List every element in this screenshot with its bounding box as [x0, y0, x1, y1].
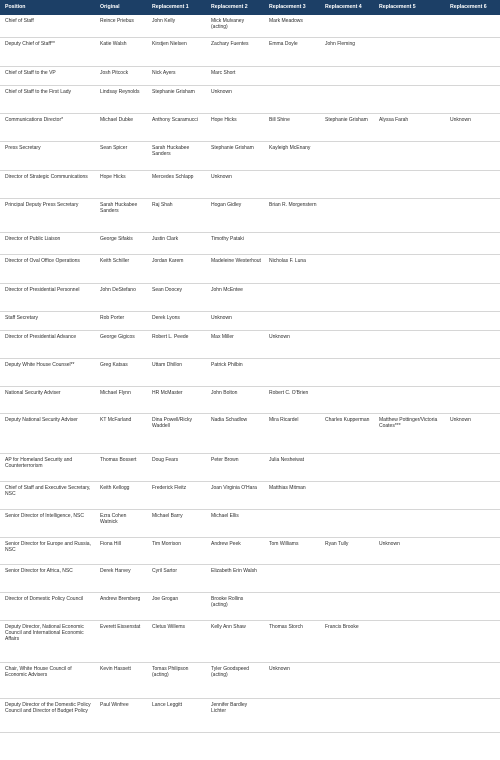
name-cell: Lance Leggitt	[147, 698, 206, 732]
name-cell: Hope Hicks	[95, 170, 147, 198]
name-cell: Matthias Mitman	[264, 481, 320, 509]
name-cell: John DeStefano	[95, 283, 147, 311]
position-cell: Senior Director for Europe and Russia, NSC	[0, 537, 95, 564]
name-cell: Tomas Philipson (acting)	[147, 662, 206, 698]
name-cell	[320, 481, 374, 509]
table-row	[0, 85, 500, 113]
table-row	[0, 698, 500, 732]
name-cell: Stephanie Grisham	[320, 113, 374, 141]
table-row	[0, 481, 500, 509]
name-cell	[445, 198, 500, 232]
name-cell	[264, 358, 320, 386]
name-cell: John Kelly	[147, 15, 206, 37]
name-cell: Michael Flynn	[95, 386, 147, 413]
name-cell: Nadia Schadlow	[206, 413, 264, 453]
name-cell: Reince Priebus	[95, 15, 147, 37]
name-cell	[374, 66, 445, 85]
name-cell: Thomas Bossert	[95, 453, 147, 481]
name-cell	[320, 141, 374, 170]
position-cell: Director of Strategic Communications	[0, 170, 95, 198]
column-header: Replacement 4	[320, 0, 374, 15]
name-cell	[445, 15, 500, 37]
name-cell	[445, 453, 500, 481]
name-cell	[320, 198, 374, 232]
name-cell	[445, 509, 500, 537]
name-cell	[374, 386, 445, 413]
name-cell	[374, 141, 445, 170]
name-cell	[320, 254, 374, 283]
name-cell: Unknown	[445, 413, 500, 453]
name-cell: Emma Doyle	[264, 37, 320, 66]
name-cell	[264, 170, 320, 198]
table-row	[0, 254, 500, 283]
name-cell: Hope Hicks	[206, 113, 264, 141]
position-cell: Deputy Director, National Economic Council and International Economic Affairs	[0, 620, 95, 662]
name-cell: Brian R. Morgenstern	[264, 198, 320, 232]
name-cell: Madeleine Westerhout	[206, 254, 264, 283]
name-cell: Derek Harvey	[95, 564, 147, 592]
name-cell: Robert L. Peede	[147, 330, 206, 358]
name-cell	[445, 141, 500, 170]
name-cell	[320, 66, 374, 85]
name-cell: Keith Schiller	[95, 254, 147, 283]
name-cell: Unknown	[264, 330, 320, 358]
position-cell: Chief of Staff to the First Lady	[0, 85, 95, 113]
name-cell	[445, 283, 500, 311]
position-cell: Chief of Staff	[0, 15, 95, 37]
table-row	[0, 37, 500, 66]
name-cell: Jordan Karem	[147, 254, 206, 283]
name-cell: Doug Fears	[147, 453, 206, 481]
position-cell: Deputy White House Counsel**	[0, 358, 95, 386]
position-cell: Director of Oval Office Operations	[0, 254, 95, 283]
name-cell: HR McMaster	[147, 386, 206, 413]
name-cell: Ezra Cohen Watnick	[95, 509, 147, 537]
name-cell	[320, 592, 374, 620]
position-cell: Chief of Staff and Executive Secretary, NSC	[0, 481, 95, 509]
name-cell: Sarah Huckabee Sanders	[95, 198, 147, 232]
name-cell: Paul Winfree	[95, 698, 147, 732]
name-cell	[374, 453, 445, 481]
name-cell	[445, 37, 500, 66]
name-cell	[320, 330, 374, 358]
name-cell	[445, 232, 500, 254]
name-cell	[320, 386, 374, 413]
name-cell: George Gigicos	[95, 330, 147, 358]
position-cell: Chair, White House Council of Economic Advisers	[0, 662, 95, 698]
position-cell: Director of Domestic Policy Council	[0, 592, 95, 620]
name-cell	[445, 620, 500, 662]
name-cell: Kevin Hassett	[95, 662, 147, 698]
name-cell	[374, 85, 445, 113]
name-cell: Lindsay Reynolds	[95, 85, 147, 113]
name-cell	[374, 198, 445, 232]
position-cell: Deputy Director of the Domestic Policy Council and Director of Budget Policy	[0, 698, 95, 732]
name-cell: Marc Short	[206, 66, 264, 85]
name-cell	[264, 509, 320, 537]
name-cell: Uttam Dhillon	[147, 358, 206, 386]
name-cell	[374, 254, 445, 283]
name-cell	[264, 85, 320, 113]
table-row	[0, 564, 500, 592]
name-cell: Greg Katsas	[95, 358, 147, 386]
column-header: Replacement 2	[206, 0, 264, 15]
name-cell: Joan Virginia O'Hara	[206, 481, 264, 509]
table-row	[0, 198, 500, 232]
name-cell	[320, 311, 374, 330]
table-row	[0, 170, 500, 198]
table-row	[0, 592, 500, 620]
name-cell: Keith Kellogg	[95, 481, 147, 509]
name-cell	[445, 170, 500, 198]
name-cell: Julia Nesheiwat	[264, 453, 320, 481]
name-cell: Mark Meadows	[264, 15, 320, 37]
header-row	[0, 0, 500, 15]
table-row	[0, 453, 500, 481]
column-header: Original	[95, 0, 147, 15]
name-cell: Mercedes Schlapp	[147, 170, 206, 198]
name-cell	[320, 283, 374, 311]
name-cell	[374, 358, 445, 386]
name-cell: Andrew Peek	[206, 537, 264, 564]
name-cell	[264, 232, 320, 254]
position-cell: National Security Adviser	[0, 386, 95, 413]
name-cell: Josh Pitcock	[95, 66, 147, 85]
name-cell: Kayleigh McEnany	[264, 141, 320, 170]
table-header	[0, 0, 500, 15]
name-cell: Rob Porter	[95, 311, 147, 330]
name-cell	[445, 481, 500, 509]
name-cell	[320, 662, 374, 698]
position-cell: Principal Deputy Press Secretary	[0, 198, 95, 232]
table-row	[0, 232, 500, 254]
table-row	[0, 662, 500, 698]
name-cell: Sean Spicer	[95, 141, 147, 170]
name-cell: Michael Barry	[147, 509, 206, 537]
name-cell: Alyssa Farah	[374, 113, 445, 141]
name-cell: Jennifer Bardley Lichter	[206, 698, 264, 732]
name-cell	[264, 66, 320, 85]
name-cell: Mick Mulvaney (acting)	[206, 15, 264, 37]
position-cell: Director of Public Liaison	[0, 232, 95, 254]
column-header: Replacement 3	[264, 0, 320, 15]
name-cell: Tim Morrison	[147, 537, 206, 564]
name-cell: KT McFarland	[95, 413, 147, 453]
name-cell: Andrew Bremberg	[95, 592, 147, 620]
name-cell: Everett Eissenstat	[95, 620, 147, 662]
table-row	[0, 413, 500, 453]
name-cell	[445, 85, 500, 113]
name-cell	[445, 254, 500, 283]
table-row	[0, 509, 500, 537]
table-row	[0, 311, 500, 330]
name-cell: Anthony Scaramucci	[147, 113, 206, 141]
name-cell: John McEntee	[206, 283, 264, 311]
column-header: Replacement 1	[147, 0, 206, 15]
position-cell: Senior Director of Intelligence, NSC	[0, 509, 95, 537]
name-cell: John Fleming	[320, 37, 374, 66]
name-cell: Kirstjen Nielsen	[147, 37, 206, 66]
position-cell: Director of Presidential Advance	[0, 330, 95, 358]
name-cell: Tom Williams	[264, 537, 320, 564]
column-header: Replacement 6	[445, 0, 500, 15]
name-cell: Peter Brown	[206, 453, 264, 481]
name-cell	[374, 662, 445, 698]
name-cell	[445, 66, 500, 85]
name-cell: Unknown	[264, 662, 320, 698]
name-cell	[374, 592, 445, 620]
name-cell: Elizabeth Erin Walsh	[206, 564, 264, 592]
name-cell: Stephanie Grisham	[147, 85, 206, 113]
name-cell: Robert C. O'Brien	[264, 386, 320, 413]
name-cell: George Sifakis	[95, 232, 147, 254]
name-cell	[374, 698, 445, 732]
name-cell	[445, 386, 500, 413]
name-cell	[445, 311, 500, 330]
name-cell	[320, 453, 374, 481]
table-row	[0, 113, 500, 141]
name-cell: Mira Ricardel	[264, 413, 320, 453]
name-cell: Hogan Gidley	[206, 198, 264, 232]
table-row	[0, 386, 500, 413]
table-row	[0, 66, 500, 85]
name-cell	[374, 620, 445, 662]
table-row	[0, 141, 500, 170]
name-cell: Zachary Fuentes	[206, 37, 264, 66]
name-cell	[320, 358, 374, 386]
name-cell: Unknown	[206, 85, 264, 113]
name-cell: Dina Powell/Ricky Waddell	[147, 413, 206, 453]
name-cell: Tyler Goodspeed (acting)	[206, 662, 264, 698]
position-cell: Chief of Staff to the VP	[0, 66, 95, 85]
name-cell	[374, 564, 445, 592]
name-cell	[445, 592, 500, 620]
table-row	[0, 358, 500, 386]
position-cell: Senior Director for Africa, NSC	[0, 564, 95, 592]
name-cell	[264, 698, 320, 732]
table-row	[0, 330, 500, 358]
name-cell: Sarah Huckabee Sanders	[147, 141, 206, 170]
name-cell: Justin Clark	[147, 232, 206, 254]
table-row	[0, 620, 500, 662]
name-cell	[264, 564, 320, 592]
name-cell: Fiona Hill	[95, 537, 147, 564]
name-cell: Nicholas F. Luna	[264, 254, 320, 283]
name-cell: Frederick Fleitz	[147, 481, 206, 509]
name-cell: Nick Ayers	[147, 66, 206, 85]
name-cell	[374, 37, 445, 66]
name-cell: Derek Lyons	[147, 311, 206, 330]
name-cell: Thomas Storch	[264, 620, 320, 662]
name-cell	[445, 330, 500, 358]
name-cell	[445, 537, 500, 564]
name-cell: Ryan Tully	[320, 537, 374, 564]
name-cell	[320, 15, 374, 37]
name-cell: Matthew Pottinger/Victoria Coates***	[374, 413, 445, 453]
name-cell	[320, 232, 374, 254]
table-row	[0, 537, 500, 564]
name-cell: Michael Ellis	[206, 509, 264, 537]
name-cell	[320, 85, 374, 113]
column-header: Position	[0, 0, 95, 15]
position-cell: Staff Secretary	[0, 311, 95, 330]
name-cell	[264, 592, 320, 620]
position-cell: Director of Presidential Personnel	[0, 283, 95, 311]
name-cell: Katie Walsh	[95, 37, 147, 66]
name-cell: Charles Kupperman	[320, 413, 374, 453]
position-cell: Deputy National Security Adviser	[0, 413, 95, 453]
name-cell	[320, 170, 374, 198]
name-cell	[374, 481, 445, 509]
name-cell	[374, 509, 445, 537]
name-cell: Max Miller	[206, 330, 264, 358]
name-cell	[374, 232, 445, 254]
name-cell	[374, 15, 445, 37]
name-cell: Michael Dubke	[95, 113, 147, 141]
name-cell	[320, 509, 374, 537]
name-cell	[264, 311, 320, 330]
name-cell: John Bolton	[206, 386, 264, 413]
name-cell: Bill Shine	[264, 113, 320, 141]
name-cell: Unknown	[206, 170, 264, 198]
name-cell	[445, 662, 500, 698]
name-cell	[445, 698, 500, 732]
name-cell	[374, 170, 445, 198]
name-cell	[320, 698, 374, 732]
name-cell: Patrick Philbin	[206, 358, 264, 386]
position-cell: AP for Homeland Security and Counterterrorism	[0, 453, 95, 481]
name-cell: Stephanie Grisham	[206, 141, 264, 170]
name-cell	[445, 358, 500, 386]
name-cell: Timothy Pataki	[206, 232, 264, 254]
name-cell: Brooke Rollins (acting)	[206, 592, 264, 620]
table-row	[0, 283, 500, 311]
name-cell: Joe Grogan	[147, 592, 206, 620]
name-cell: Cyril Sartor	[147, 564, 206, 592]
name-cell	[374, 283, 445, 311]
name-cell: Unknown	[445, 113, 500, 141]
name-cell: Francis Brooke	[320, 620, 374, 662]
name-cell	[374, 311, 445, 330]
name-cell	[374, 330, 445, 358]
name-cell	[445, 564, 500, 592]
position-cell: Deputy Chief of Staff**	[0, 37, 95, 66]
table-row	[0, 15, 500, 37]
position-cell: Communications Director*	[0, 113, 95, 141]
name-cell: Sean Doocey	[147, 283, 206, 311]
name-cell: Unknown	[374, 537, 445, 564]
column-header: Replacement 5	[374, 0, 445, 15]
position-cell: Press Secretary	[0, 141, 95, 170]
name-cell	[264, 283, 320, 311]
name-cell	[320, 564, 374, 592]
table-body	[0, 15, 500, 732]
name-cell: Unknown	[206, 311, 264, 330]
name-cell: Raj Shah	[147, 198, 206, 232]
name-cell: Cletus Willems	[147, 620, 206, 662]
name-cell: Kelly Ann Shaw	[206, 620, 264, 662]
